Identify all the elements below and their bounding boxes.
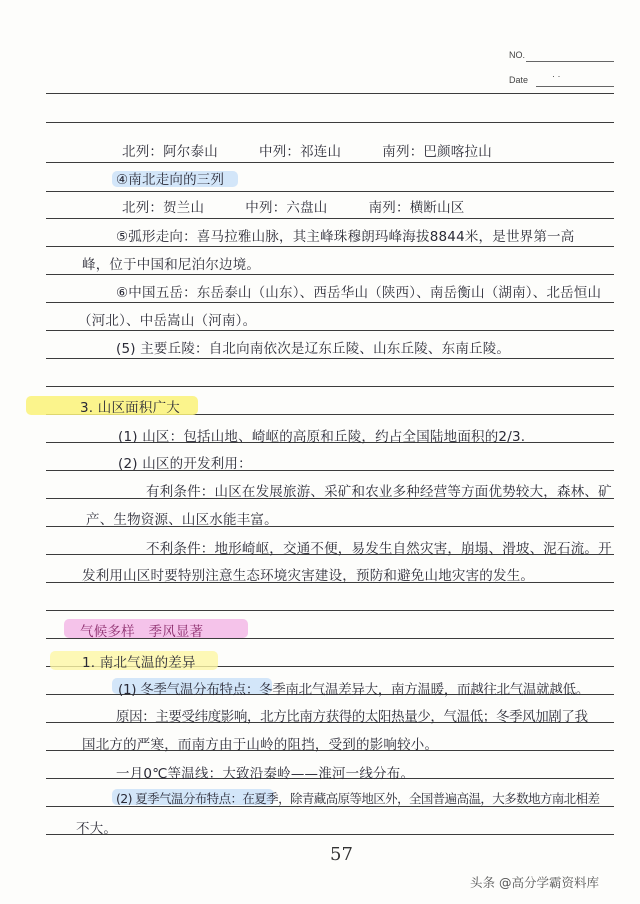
text-line: ⑤弧形走向：喜马拉雅山脉，其主峰珠穆朗玛峰海拔8844米，是世界第一高 [116,229,575,245]
ruled-line [46,246,614,247]
page-number: 57 [330,844,353,865]
ruled-line [46,834,614,835]
text-line: (1) 冬季气温分布特点：冬季南北气温差异大，南方温暖，而越往北气温就越低。 [118,682,590,698]
text-line: （河北）、中岳嵩山（河南）。 [78,313,257,329]
ruled-line [46,274,614,275]
text-line: 有利条件：山区在发展旅游、采矿和农业多种经营等方面优势较大，森林、矿 [146,484,612,500]
text-line: 国北方的严寒，而南方由于山岭的阻挡，受到的影响较小。 [82,737,439,753]
text-line: 产、生物资源、山区水能丰富。 [86,512,278,528]
text-line: (1) 山区：包括山地、崎岖的高原和丘陵，约占全国陆地面积的2/3. [118,429,526,445]
text-line: ⑥中国五岳：东岳泰山（山东）、西岳华山（陕西）、南岳衡山（湖南）、北岳恒山 [116,285,602,301]
no-label: NO. [509,50,526,60]
text-line: 一月0℃等温线：大致沿秦岭——淮河一线分布。 [116,766,415,782]
ruled-line [46,302,614,303]
ruled-line [46,191,614,192]
watermark-text: 头条 @高分学霸资料库 [470,875,599,890]
ruled-line [46,330,614,331]
ruled-line [46,610,614,611]
no-line [526,61,614,62]
text-line: 峰，位于中国和尼泊尔边境。 [82,257,261,273]
ruled-line [46,122,614,123]
ruled-line [46,358,614,359]
date-label: Date [509,75,529,85]
date-dots: · · [552,71,561,81]
text-line: 原因：主要受纬度影响，北方比南方获得的太阳热量少，气温低；冬季风加剧了我 [116,709,588,725]
text-line: 发利用山区时要特别注意生态环境灾害建设，预防和避免山地灾害的发生。 [82,568,535,584]
section-heading: 3. 山区面积广大 [80,400,180,416]
section-heading: 1. 南北气温的差异 [82,655,196,671]
text-line: 不利条件：地形崎岖，交通不便，易发生自然灾害，崩塌、滑坡、泥石流。开 [146,541,612,557]
ruled-line [46,218,614,219]
text-line: (2) 夏季气温分布特点：在夏季，除青藏高原等地区外，全国普遍高温，大多数地方南北相差 [116,791,600,806]
ruled-line [46,386,614,387]
text-line: (2) 山区的开发利用： [118,456,252,472]
chapter-heading: 气候多样 季风显著 [80,624,204,640]
date-line [536,86,614,87]
text-line: 北列：贺兰山 中列：六盘山 南列：横断山区 [122,200,465,216]
ruled-line [46,162,614,163]
text-line: 北列：阿尔泰山 中列：祁连山 南列：巴颜喀拉山 [122,144,492,160]
ruled-line [46,93,614,94]
text-line: (5) 主要丘陵：自北向南依次是辽东丘陵、山东丘陵、东南丘陵。 [116,341,511,357]
text-line: ④南北走向的三列 [116,172,225,188]
text-line: 不大。 [76,821,118,837]
